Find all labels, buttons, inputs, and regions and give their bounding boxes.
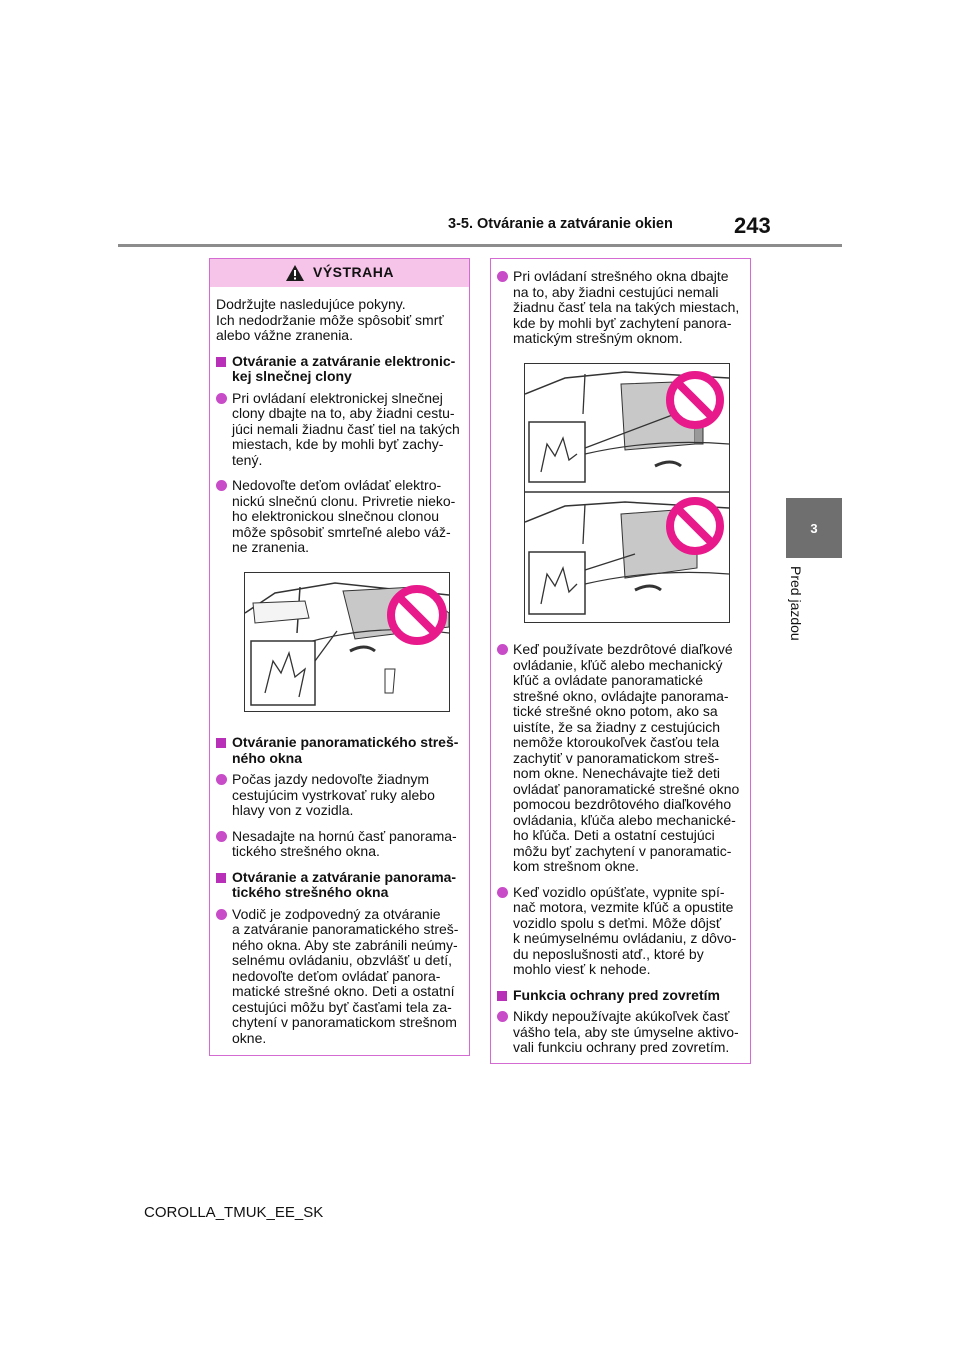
- list-item: Keď vozidlo opúšťate, vypnite spí- nač motora, vezmite kľúč a opustite vozidlo spolu s deťmi. Môže dôjsť k neúmyselnému ovládaniu, z dôvo- du neposlušnosti atď., ktoré by mohlo viesť k nehode.: [497, 885, 744, 978]
- round-bullet-icon: [216, 480, 227, 491]
- square-bullet-icon: [216, 738, 226, 748]
- section-heading: Otváranie a zatváranie panorama- tického strešného okna: [216, 870, 463, 901]
- round-bullet-icon: [216, 909, 227, 920]
- section-heading: Otváranie a zatváranie elektronic- kej slnečnej clony: [216, 354, 463, 385]
- warning-title: VÝSTRAHA: [312, 264, 394, 281]
- list-item: Keď používate bezdrôtové diaľkové ovládanie, kľúč alebo mechanický kľúč a ovládate panoramatické strešné okno, ovládajte panorama- tické strešné okno potom, ako sa uistíte, že sa žiadny z cestujúcich nemôže ktoroukoľvek časťou tela zachytiť v panoramatickom streš- nom okne. Nenechávajte tiež deti ovládať panoramatické strešné okno pomocou bezdrôtového diaľkového ovládania, kľúča alebo mechanické- ho kľúča. Deti a ostatní cestujúci môžu byť zachytení v panoramatic- kom strešnom okne.: [497, 642, 744, 875]
- section-heading: Otváranie panoramatického streš- ného okna: [216, 735, 463, 766]
- sunshade-illustration: [244, 572, 450, 712]
- header-rule: [118, 244, 842, 247]
- round-bullet-icon: [216, 774, 227, 785]
- warning-box-right: [490, 258, 751, 1064]
- square-bullet-icon: [497, 991, 507, 1001]
- section-title: 3-5. Otváranie a zatváranie okien: [448, 216, 673, 232]
- warning-box-left: [209, 258, 470, 1056]
- round-bullet-icon: [497, 1011, 508, 1022]
- list-item: Vodič je zodpovedný za otváranie a zatváranie panoramatického streš- ného okna. Aby ste zabránili neúmy- selnému ovládaniu, obzvlášť u detí, nedovoľte deťom ovládať panora- matické strešné okno. Deti a ostatní cestujúci môžu byť časťami tela za- chytení v panoramatickom strešnom okne.: [216, 907, 463, 1047]
- panoramic-roof-illustration: [524, 363, 730, 623]
- chapter-tab-label: [786, 566, 806, 686]
- warning-intro: Dodržujte nasledujúce pokyny. Ich nedodržanie môže spôsobiť smrť alebo vážne zranenia.: [216, 296, 444, 343]
- warning-header: [210, 259, 469, 287]
- round-bullet-icon: [497, 271, 508, 282]
- list-item: Pri ovládaní strešného okna dbajte na to, aby žiadni cestujúci nemali žiadnu časť tela na takých miestach, kde by mohli byť zachytení panora- matickým strešným oknom.: [497, 269, 744, 347]
- list-item: Nikdy nepoužívajte akúkoľvek časť vášho tela, aby ste úmyselne aktivo- vali funkciu ochrany pred zovretím.: [497, 1009, 744, 1056]
- section-heading: Funkcia ochrany pred zovretím: [497, 988, 744, 1004]
- square-bullet-icon: [216, 873, 226, 883]
- list-item: Nedovoľte deťom ovládať elektro- nickú slnečnú clonu. Privretie nieko- ho elektronickou slnečnou clonou môže spôsobiť smrteľné alebo váž- ne zranenia.: [216, 478, 463, 556]
- round-bullet-icon: [216, 393, 227, 404]
- chapter-tab-text: Pred jazdou: [788, 566, 804, 641]
- chapter-tab: 3: [786, 498, 842, 558]
- page-number: 243: [734, 213, 771, 238]
- document-code: COROLLA_TMUK_EE_SK: [144, 1204, 324, 1221]
- list-item: Nesadajte na hornú časť panorama- tického strešného okna.: [216, 829, 463, 860]
- round-bullet-icon: [216, 831, 227, 842]
- round-bullet-icon: [497, 644, 508, 655]
- warning-triangle-icon: [285, 264, 305, 282]
- round-bullet-icon: [497, 887, 508, 898]
- list-item: Počas jazdy nedovoľte žiadnym cestujúcim vystrkovať ruky alebo hlavy von z vozidla.: [216, 772, 463, 819]
- list-item: Pri ovládaní elektronickej slnečnej clony dbajte na to, aby žiadni cestu- júci nemali žiadnu časť tiel na takých miestach, kde by mohli byť zachy- tený.: [216, 391, 463, 469]
- square-bullet-icon: [216, 357, 226, 367]
